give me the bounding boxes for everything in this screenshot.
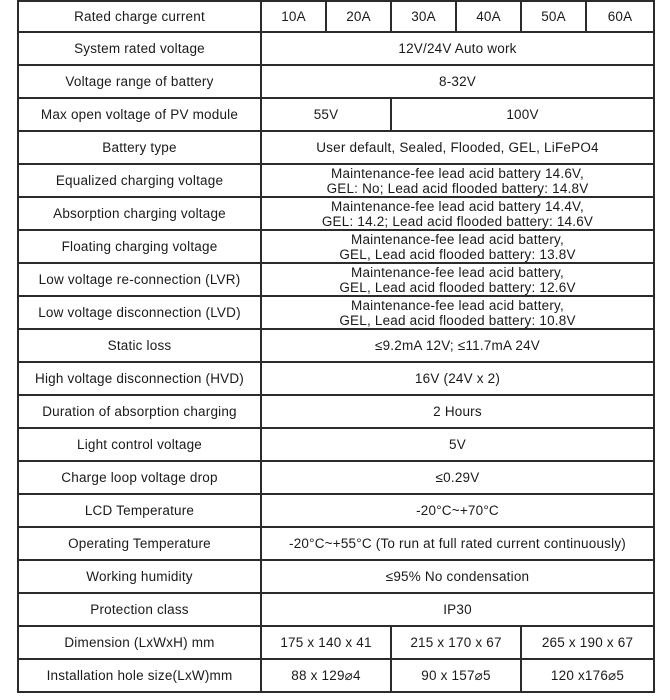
value-floating-voltage: [261, 230, 654, 263]
equalized-line-2: GEL: No; Lead acid flooded battery: 14.8V: [326, 180, 589, 196]
value-absorption-duration: 2 Hours: [261, 395, 654, 428]
value-voltage-range: 8-32V: [261, 65, 654, 98]
absorption-line-2: GEL: 14.2; Lead acid flooded battery: 14.6V: [321, 213, 594, 229]
value-light-control: 5V: [261, 428, 654, 461]
label-max-pv-voltage: Max open voltage of PV module: [18, 98, 261, 131]
value-lcd-temperature: -20°C~+70°C: [261, 494, 654, 527]
row-max-pv-voltage: [18, 98, 654, 131]
label-rated-charge-current: Rated charge current: [18, 1, 261, 32]
row-system-rated-voltage: [18, 32, 654, 65]
value-working-humidity: ≤95% No condensation: [261, 560, 654, 593]
value-60a: 60A: [586, 1, 654, 32]
label-loop-drop: Charge loop voltage drop: [18, 461, 261, 494]
label-hvd: High voltage disconnection (HVD): [18, 362, 261, 395]
value-absorption-voltage: [261, 197, 654, 230]
value-max-pv-55v: 55V: [261, 98, 391, 131]
row-installation-hole: [18, 659, 654, 692]
row-loop-drop: [18, 461, 654, 494]
row-absorption-duration: [18, 395, 654, 428]
row-lvr: [18, 263, 654, 296]
label-absorption-duration: Duration of absorption charging: [18, 395, 261, 428]
row-light-control: [18, 428, 654, 461]
row-hvd: [18, 362, 654, 395]
row-voltage-range: [18, 65, 654, 98]
row-lcd-temperature: [18, 494, 654, 527]
label-dimension: Dimension (LxWxH) mm: [18, 626, 261, 659]
row-floating-voltage: [18, 230, 654, 263]
row-working-humidity: [18, 560, 654, 593]
value-loop-drop: ≤0.29V: [261, 461, 654, 494]
value-10a: 10A: [261, 1, 326, 32]
lvd-line-1: Maintenance-fee lead acid battery,: [351, 297, 564, 313]
label-system-rated-voltage: System rated voltage: [18, 32, 261, 65]
row-dimension: [18, 626, 654, 659]
value-system-rated-voltage: 12V/24V Auto work: [261, 32, 654, 65]
value-dimension-small: 175 x 140 x 41: [261, 626, 391, 659]
label-lvd: Low voltage disconnection (LVD): [18, 296, 261, 329]
lvr-line-1: Maintenance-fee lead acid battery,: [351, 264, 564, 280]
row-battery-type: [18, 131, 654, 164]
value-hole-small: 88 x 129⌀4: [261, 659, 391, 692]
value-battery-type: User default, Sealed, Flooded, GEL, LiFePO4: [261, 131, 654, 164]
value-dimension-large: 265 x 190 x 67: [521, 626, 654, 659]
value-hole-medium: 90 x 157⌀5: [391, 659, 521, 692]
value-hvd: 16V (24V x 2): [261, 362, 654, 395]
row-absorption-voltage: [18, 197, 654, 230]
value-20a: 20A: [326, 1, 391, 32]
lvd-line-2: GEL, Lead acid flooded battery: 10.8V: [339, 312, 576, 328]
value-lvr: [261, 263, 654, 296]
value-operating-temperature: -20°C~+55°C (To run at full rated current continuously): [261, 527, 654, 560]
floating-line-2: GEL, Lead acid flooded battery: 13.8V: [339, 246, 576, 262]
label-light-control: Light control voltage: [18, 428, 261, 461]
label-working-humidity: Working humidity: [18, 560, 261, 593]
label-installation-hole: Installation hole size(LxW)mm: [18, 659, 261, 692]
value-dimension-medium: 215 x 170 x 67: [391, 626, 521, 659]
row-lvd: [18, 296, 654, 329]
row-operating-temperature: [18, 527, 654, 560]
label-lvr: Low voltage re-connection (LVR): [18, 263, 261, 296]
value-50a: 50A: [521, 1, 586, 32]
floating-line-1: Maintenance-fee lead acid battery,: [351, 231, 564, 247]
label-operating-temperature: Operating Temperature: [18, 527, 261, 560]
value-hole-large: 120 x176⌀5: [521, 659, 654, 692]
label-equalized-voltage: Equalized charging voltage: [18, 164, 261, 197]
label-floating-voltage: Floating charging voltage: [18, 230, 261, 263]
label-static-loss: Static loss: [18, 329, 261, 362]
label-lcd-temperature: LCD Temperature: [18, 494, 261, 527]
value-lvd: [261, 296, 654, 329]
label-battery-type: Battery type: [18, 131, 261, 164]
label-absorption-voltage: Absorption charging voltage: [18, 197, 261, 230]
label-voltage-range: Voltage range of battery: [18, 65, 261, 98]
row-rated-charge-current: [18, 1, 654, 32]
row-equalized-voltage: [18, 164, 654, 197]
spec-table: [17, 0, 655, 693]
value-static-loss: ≤9.2mA 12V; ≤11.7mA 24V: [261, 329, 654, 362]
label-protection-class: Protection class: [18, 593, 261, 626]
value-30a: 30A: [391, 1, 456, 32]
equalized-line-1: Maintenance-fee lead acid battery 14.6V,: [331, 165, 584, 181]
lvr-line-2: GEL, Lead acid flooded battery: 12.6V: [339, 279, 576, 295]
row-protection-class: [18, 593, 654, 626]
value-40a: 40A: [456, 1, 521, 32]
value-max-pv-100v: 100V: [391, 98, 654, 131]
row-static-loss: [18, 329, 654, 362]
absorption-line-1: Maintenance-fee lead acid battery 14.4V,: [331, 198, 584, 214]
value-protection-class: IP30: [261, 593, 654, 626]
value-equalized-voltage: [261, 164, 654, 197]
